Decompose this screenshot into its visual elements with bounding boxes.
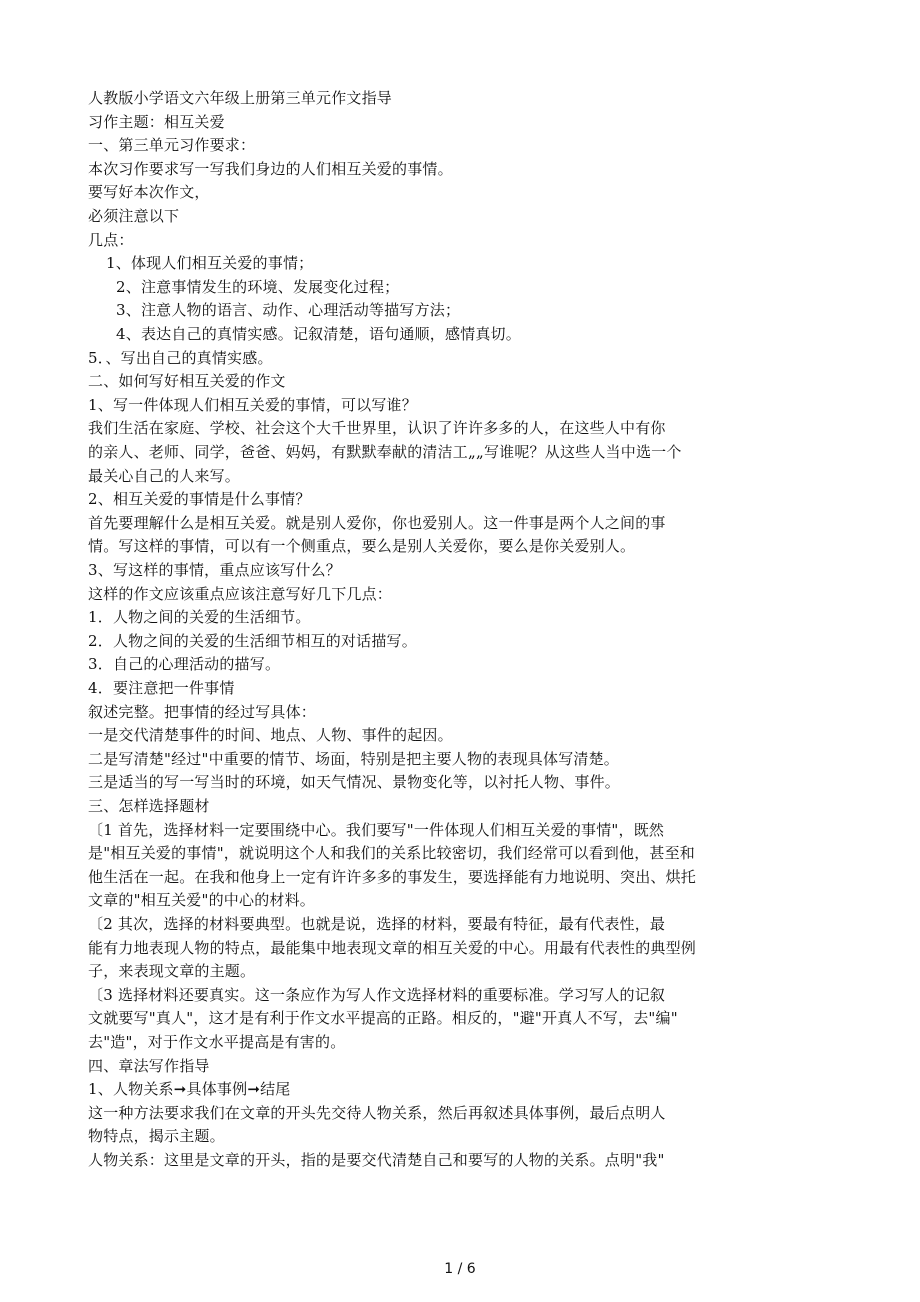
text-line: 1、写一件体现人们相互关爱的事情，可以写谁？ (88, 395, 417, 414)
text-line: 人教版小学语文六年级上册第三单元作文指导 (88, 89, 393, 107)
page-number: 1 / 6 (444, 1261, 476, 1277)
text-line: 要写好本次作文， (88, 183, 210, 202)
text-line: 三、怎样选择题材 (88, 797, 210, 815)
text-line: 文就要写"真人"，这才是有利于作文水平提高的正路。相反的，"避"开真人不写，去"编" (88, 1009, 678, 1028)
text-line: 文章的"相互关爱"的中心的材料。 (88, 891, 316, 910)
text-line: 是"相互关爱的事情"，就说明这个人和我们的关系比较密切，我们经常可以看到他，甚至和 (88, 844, 696, 863)
text-line: 四、章法写作指导 (88, 1056, 210, 1075)
text-line: 2、相互关爱的事情是什么事情？ (88, 490, 311, 509)
text-line: 这样的作文应该重点应该注意写好几下几点： (88, 584, 393, 603)
text-line: 二、如何写好相互关爱的作文 (88, 372, 286, 391)
text-line: 5．、写出自己的真情实感。 (88, 348, 273, 367)
text-line: 〔2 其次，选择的材料要典型。也就是说，选择的材料，要最有特征，最有代表性，最 (88, 915, 666, 933)
text-line: 2、注意事情发生的环境、发展变化过程； (116, 277, 400, 296)
text-line: 一是交代清楚事件的时间、地点、人物、事件的起因。 (88, 726, 453, 745)
text-line: 必须注意以下 (88, 207, 180, 225)
text-line: 1．人物之间的关爱的生活细节。 (88, 608, 311, 627)
text-line: 3、注意人物的语言、动作、心理活动等描写方法； (116, 301, 461, 320)
text-line: 的亲人、老师、同学，爸爸、妈妈，有默默奉献的清洁工„„写谁呢？从这些人当中选一个 (88, 443, 682, 461)
text-line: 情。写这样的事情，可以有一个侧重点，要么是别人关爱你，要么是你关爱别人。 (88, 537, 636, 556)
text-line: 二是写清楚"经过"中重要的情节、场面，特别是把主要人物的表现具体写清楚。 (88, 749, 620, 768)
text-line: 能有力地表现人物的特点，最能集中地表现文章的相互关爱的中心。用最有代表性的典型例 (88, 938, 697, 957)
text-line: 本次习作要求写一写我们身边的人们相互关爱的事情。 (88, 159, 453, 178)
text-line: 这一种方法要求我们在文章的开头先交待人物关系，然后再叙述具体事例，最后点明人 (88, 1103, 666, 1122)
text-line: 3、写这样的事情，重点应该写什么？ (88, 561, 341, 579)
text-line: 1、体现人们相互关爱的事情； (106, 254, 314, 273)
text-line: 他生活在一起。在我和他身上一定有许许多多的事发生，要选择能有力地说明、突出、烘托 (88, 867, 697, 886)
text-line: 1、人物关系➞具体事例➞结尾 (88, 1080, 291, 1099)
text-line: 3．自己的心理活动的描写。 (88, 655, 281, 674)
text-line: 习作主题：相互关爱 (88, 112, 225, 131)
text-line: 去"造"，对于作文水平提高是有害的。 (88, 1033, 346, 1051)
text-line: 物特点，揭示主题。 (88, 1127, 225, 1146)
text-line: 叙述完整。把事情的经过写具体： (88, 702, 317, 721)
text-line: 〔3 选择材料还要真实。这一条应作为写人作文选择材料的重要标准。学习写人的记叙 (88, 985, 666, 1004)
text-line: 三是适当的写一写当时的环境，如天气情况、景物变化等，以衬托人物、事件。 (88, 773, 621, 792)
text-line: 4．要注意把一件事情 (88, 679, 235, 697)
text-line: 人物关系：这里是文章的开头，指的是要交代清楚自己和要写的人物的关系。点明"我" (88, 1151, 665, 1169)
text-line: 一、第三单元习作要求： (88, 136, 256, 155)
text-line: 4、表达自己的真情实感。记叙清楚，语句通顺，感情真切。 (116, 325, 521, 343)
text-line: 子，来表现文章的主题。 (88, 962, 256, 981)
text-line: 2．人物之间的关爱的生活细节相互的对话描写。 (88, 631, 417, 650)
text-line: 几点： (88, 230, 134, 249)
text-line: 最关心自己的人来写。 (88, 466, 241, 485)
text-line: 〔1 首先，选择材料一定要围绕中心。我们要写"一件体现人们相互关爱的事情"，既然 (88, 820, 665, 839)
text-line: 首先要理解什么是相互关爱。就是别人爱你，你也爱别人。这一件事是两个人之间的事 (88, 513, 666, 532)
text-line: 我们生活在家庭、学校、社会这个大千世界里，认识了许许多多的人，在这些人中有你 (88, 419, 666, 438)
